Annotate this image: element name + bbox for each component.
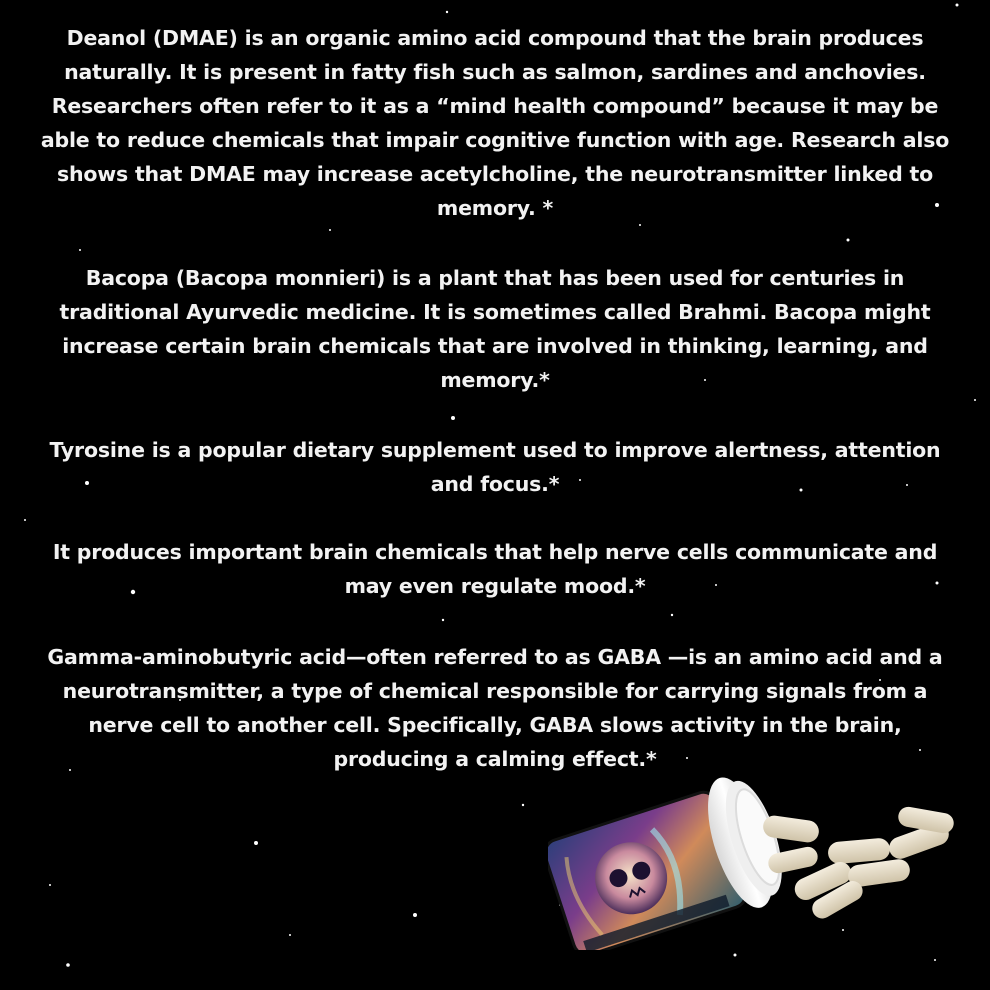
paragraph-dmae: Deanol (DMAE) is an organic amino acid compound that the brain produces naturally. It is present in fatty fish such as salmon, sardines and anchovies. Researchers often refer to it as a “mind health compound” because it may be able to reduce chemicals that impair cognitive function with age. Research also shows that DMAE may increase acetylcholine, the neurotransmitter linked to memory. * bbox=[40, 26, 950, 220]
paragraph-tyrosine-more: It produces important brain chemicals that help nerve cells communicate and may even regulate mood.* bbox=[52, 540, 938, 598]
paragraph-tyrosine: Tyrosine is a popular dietary supplement used to improve alertness, attention and focus.* bbox=[49, 438, 941, 496]
paragraph-bacopa: Bacopa (Bacopa monnieri) is a plant that has been used for centuries in traditional Ayurvedic medicine. It is sometimes called Brahmi. Bacopa might increase certain brain chemicals that are involved in thinking, learning, and memory.* bbox=[59, 266, 931, 392]
paragraph-gaba: Gamma-aminobutyric acid—often referred to as GABA —is an amino acid and a neurotransmitter, a type of chemical responsible for carrying signals from a nerve cell to another cell. Specifically, GABA slows activity in the brain, producing a calming effect.* bbox=[47, 645, 943, 771]
bottle-icon bbox=[548, 770, 796, 950]
product-image bbox=[548, 770, 968, 950]
capsules-icon bbox=[762, 805, 956, 922]
